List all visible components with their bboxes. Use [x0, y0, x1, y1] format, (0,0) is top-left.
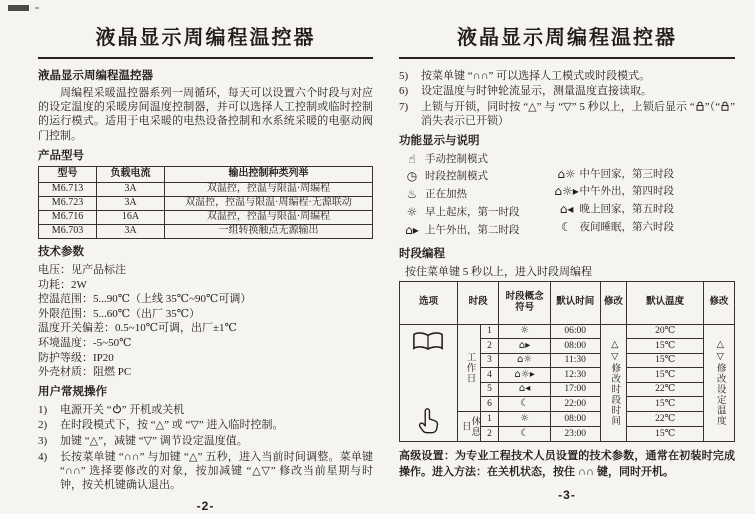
- col-model: 型号: [39, 167, 97, 183]
- op-text-part: 在时段模式下，按 “△” 或 “▽” 进入临时控制。: [60, 419, 284, 432]
- house-sun-icon: ⌂☼: [499, 353, 551, 368]
- hand-icon: ☝: [408, 151, 416, 166]
- op-item: [399, 100, 735, 128]
- product-table-body: [39, 183, 373, 239]
- product-cell: M6.716: [39, 211, 97, 225]
- default-temp-cell: 15℃: [627, 339, 704, 354]
- period-number-cell: 5: [480, 382, 499, 397]
- manual-page-2: [38, 26, 373, 514]
- function-display: [399, 152, 735, 241]
- product-table-row: [39, 197, 373, 211]
- house-return-icon: ⌂◂: [559, 202, 574, 217]
- op-number: 3): [38, 435, 48, 448]
- day-group-cell: [457, 411, 480, 441]
- op-text: [60, 450, 373, 492]
- product-table-header-row: [39, 167, 373, 183]
- op-text-part: ” 开机或关机: [121, 403, 185, 416]
- op-text-part: ” 消失表示已开锁）: [421, 100, 735, 127]
- page-title: 液晶显示周编程温控器: [38, 26, 373, 59]
- function-item: [554, 202, 735, 217]
- function-item: [554, 184, 735, 199]
- op-text: [60, 434, 373, 448]
- house-leave-icon: ⌂▸: [499, 339, 551, 354]
- op-number: 5): [399, 69, 409, 82]
- default-temp-cell: 15℃: [627, 353, 704, 368]
- programming-heading: 时段编程: [399, 247, 445, 260]
- scan-artifact: [8, 5, 29, 11]
- pointer-hand-icon: [416, 407, 440, 435]
- default-temp-cell: 20℃: [627, 324, 704, 339]
- period-number-cell: 4: [480, 368, 499, 383]
- product-cell: 一组转换触点无源输出: [165, 225, 373, 239]
- op-text-part: 电源开关 “: [60, 403, 112, 416]
- default-temp-cell: 22℃: [627, 411, 704, 427]
- advanced-settings-note: 高级设置：为专业工程技术人员设置的技术参数，通常在初装时完成操作。进入方法：在关机状态，按住 ∩∩ 键，同时开机。: [399, 449, 735, 478]
- function-label: 手动控制模式: [425, 153, 488, 165]
- product-table-row: [39, 211, 373, 225]
- function-item: [399, 223, 554, 238]
- product-models-table: [38, 166, 373, 239]
- tech-params-list: [38, 263, 373, 379]
- product-cell: M6.723: [39, 197, 97, 211]
- moon-icon: ☾: [561, 220, 572, 235]
- product-cell: 3A: [97, 225, 165, 239]
- product-cell: 双温控，控温与限温·周编程·无源联动: [165, 197, 373, 211]
- page-number-left: -2-: [196, 498, 215, 513]
- function-label: 上午外出，第二时段: [425, 225, 520, 237]
- function-item: [554, 167, 735, 182]
- function-item: [399, 169, 554, 184]
- tech-param-line: 防护等级：IP20: [38, 351, 114, 364]
- tech-param-line: 环境温度：-5~50℃: [38, 336, 132, 349]
- ops-list: [399, 69, 735, 128]
- intro-heading: 液晶显示周编程温控器: [38, 69, 153, 82]
- function-label: 中午外出，第四时段: [579, 186, 675, 198]
- function-item: [399, 187, 554, 202]
- op-text-part: 设定温度与时钟轮流显示，测量温度直接读取。: [421, 85, 652, 98]
- function-display-heading: 功能显示与说明: [399, 134, 480, 147]
- function-label: 夜间睡眠，第六时段: [579, 222, 675, 234]
- house-sun-leave-icon: ⌂☼▸: [499, 368, 551, 383]
- programming-row: [400, 324, 735, 339]
- default-time-cell: 22:00: [550, 397, 600, 412]
- function-label: 时段控制模式: [425, 171, 488, 183]
- product-table-row: [39, 225, 373, 239]
- period-number-cell: 2: [480, 339, 499, 354]
- function-display-right-column: [554, 167, 735, 241]
- flame-icon: ♨: [406, 187, 418, 202]
- product-cell: 3A: [97, 183, 165, 197]
- tech-param-line: 控温范围：5...90℃（上线 35℃~90℃可调）: [38, 293, 252, 306]
- tech-param-line: 电压：见产品标注: [38, 264, 126, 277]
- col-output-type: 输出控制种类列举: [165, 167, 373, 183]
- default-time-cell: 17:00: [550, 382, 600, 397]
- intro-paragraph: 周编程采暖温控器系列一周循环，每天可以设置六个时段与对应的设定温度的采暖房间温度控制器，并可以选择人工控制或临时控制的运行模式。适用于电采暖的电热设备控制和水系统采暖的电驱动阀门控制。: [38, 87, 373, 142]
- op-text: [60, 403, 373, 417]
- op-text-part: 上锁与开锁，同时按 “△” 与 “▽” 5 秒以上，上锁后显示 “: [421, 100, 695, 113]
- period-number-cell: 6: [480, 397, 499, 412]
- product-cell: 16A: [97, 211, 165, 225]
- moon-icon: ☾: [499, 427, 551, 442]
- scan-artifact: [35, 7, 39, 9]
- op-number: 2): [38, 419, 48, 432]
- op-text-part: 按菜单键 “∩∩” 可以选择人工模式或时段模式。: [421, 69, 651, 82]
- sun-icon: ☼: [499, 411, 551, 427]
- function-item: [399, 152, 554, 167]
- period-number-cell: 1: [480, 324, 499, 339]
- op-number: 7): [399, 100, 409, 113]
- house-sun-leave-icon: ⌂☼▸: [554, 184, 579, 199]
- product-cell: 3A: [97, 197, 165, 211]
- function-display-left-column: [399, 152, 554, 241]
- function-label: 中午回家，第三时段: [579, 168, 675, 180]
- op-number: 1): [38, 403, 48, 416]
- period-number-cell: 2: [480, 427, 499, 442]
- op-number: 6): [399, 85, 409, 98]
- programming-table-header-row: [400, 281, 735, 324]
- user-ops-heading: 用户常规操作: [38, 386, 107, 399]
- op-item: [399, 69, 735, 83]
- default-temp-cell: 15℃: [627, 397, 704, 412]
- op-item: [399, 84, 735, 98]
- default-temp-cell: 15℃: [627, 427, 704, 442]
- default-time-cell: 08:00: [550, 339, 600, 354]
- modify-temp-label: △▽修改设定温度: [714, 339, 725, 427]
- op-item: [38, 450, 373, 492]
- default-time-cell: 12:30: [550, 368, 600, 383]
- op-text-part: ”（“: [704, 100, 721, 113]
- product-models-heading: 产品型号: [38, 149, 84, 162]
- op-item: [38, 403, 373, 417]
- tech-param-line: 外壳材质：阻燃 PC: [38, 366, 132, 379]
- clock-icon: ◷: [406, 169, 418, 184]
- default-time-cell: 23:00: [550, 427, 600, 442]
- op-text: [421, 100, 735, 128]
- modify-time-cell: [600, 324, 627, 441]
- op-text: [421, 84, 735, 98]
- default-time-cell: 11:30: [550, 353, 600, 368]
- period-number-cell: 3: [480, 353, 499, 368]
- op-text: [421, 69, 735, 83]
- col-period: 时段: [457, 281, 498, 324]
- col-default-time: 默认时间: [550, 281, 600, 324]
- manual-page-3: [399, 26, 735, 503]
- sun-icon: ☼: [499, 324, 551, 339]
- col-modify-time: 修改: [600, 281, 627, 324]
- programming-table: [399, 281, 735, 442]
- sun-icon: ☼: [406, 205, 418, 220]
- default-time-cell: 08:00: [550, 411, 600, 427]
- op-text-part: 长按菜单键 “∩∩” 与加键 “△” 五秒，进入当前时间调整。菜单键 “∩∩” 选择要修改的对象，按加减键 “△▽” 修改当前星期与时钟，按关机键确认退出。: [60, 450, 373, 491]
- modify-temp-cell: [703, 324, 734, 441]
- period-number-cell: 1: [480, 411, 499, 427]
- user-ops-list: [38, 403, 373, 492]
- tech-params-heading: 技术参数: [38, 246, 84, 259]
- house-return-icon: ⌂◂: [499, 382, 551, 397]
- col-period-symbol: 时段概念符号: [499, 281, 551, 324]
- options-icons: [401, 325, 456, 441]
- col-default-temp: 默认温度: [627, 281, 704, 324]
- tech-param-line: 外限范围：5...60℃（出厂 35℃）: [38, 307, 201, 320]
- op-item: [38, 434, 373, 448]
- day-group-cell: [457, 324, 480, 411]
- function-label: 早上起床，第一时段: [425, 207, 520, 219]
- op-text: [60, 418, 373, 432]
- moon-icon: ☾: [499, 397, 551, 412]
- house-sun-icon: ⌂☼: [557, 166, 576, 181]
- lock-icon: [720, 100, 730, 112]
- op-text-part: 加键 “△”，减键 “▽” 调节设定温度值。: [60, 435, 248, 448]
- default-temp-cell: 22℃: [627, 382, 704, 397]
- day-group-label: 休息日: [459, 415, 480, 437]
- power-icon: [112, 403, 122, 415]
- programming-intro: 按住菜单键 5 秒以上，进入时段周编程: [405, 265, 592, 278]
- function-item: [399, 205, 554, 220]
- product-cell: 双温控，控温与限温·周编程: [165, 183, 373, 197]
- tech-param-line: 温度开关偏差：0.5~10℃可调，出厂±1℃: [38, 322, 237, 335]
- house-leave-icon: ⌂▸: [405, 223, 419, 238]
- page-title: 液晶显示周编程温控器: [399, 26, 735, 59]
- product-cell: 双温控，控温与限温·周编程: [165, 211, 373, 225]
- options-cell: [400, 324, 458, 441]
- col-load-current: 负载电流: [97, 167, 165, 183]
- product-cell: M6.703: [39, 225, 97, 239]
- product-table-row: [39, 183, 373, 197]
- page-number-right: -3-: [558, 487, 576, 502]
- modify-time-label: △▽修改时段时间: [609, 339, 620, 427]
- col-options: 选项: [400, 281, 458, 324]
- default-temp-cell: 15℃: [627, 368, 704, 383]
- product-cell: M6.713: [39, 183, 97, 197]
- col-modify-temp: 修改: [703, 281, 734, 324]
- function-label: 晚上回家，第五时段: [579, 204, 675, 216]
- day-group-label: 工作日: [464, 351, 475, 384]
- default-time-cell: 06:00: [550, 324, 600, 339]
- programming-table-body: [400, 324, 735, 441]
- op-number: 4): [38, 450, 48, 463]
- function-label: 正在加热: [425, 189, 467, 201]
- tech-param-line: 功耗：2W: [38, 278, 87, 291]
- book-icon: [411, 331, 445, 353]
- function-item: [554, 220, 735, 235]
- op-item: [38, 418, 373, 432]
- lock-icon: [695, 100, 705, 112]
